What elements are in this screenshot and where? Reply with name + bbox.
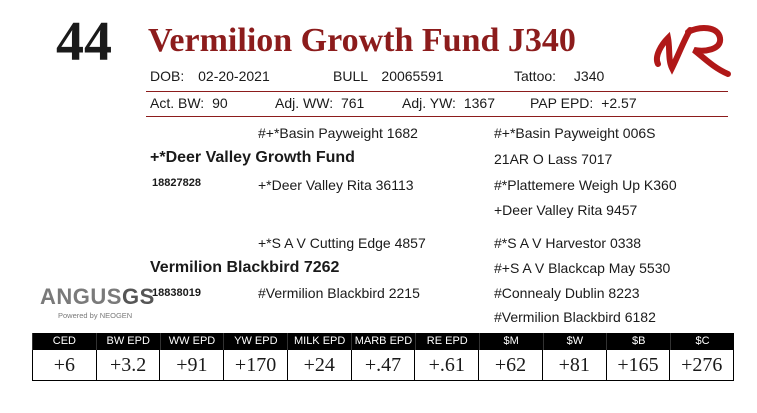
angus-wordmark: ANGUS — [40, 284, 122, 309]
epd-header-row — [32, 333, 734, 350]
divider — [146, 116, 728, 117]
dam-sire-dam: #+S A V Blackcap May 5530 — [494, 260, 671, 276]
epd-header: $W — [543, 333, 607, 350]
vermilion-vr-logo-icon — [648, 16, 734, 82]
tattoo-label: Tattoo: — [514, 68, 557, 84]
dob-field — [150, 69, 270, 83]
epd-header: MARB EPD — [351, 333, 415, 350]
epd-value: +3.2 — [96, 350, 160, 380]
yearling-weight-value: 1367 — [463, 95, 495, 111]
gs-wordmark: GS — [121, 284, 155, 309]
yearling-weight-label: Adj. YW: — [402, 95, 456, 111]
weaning-weight-value: 761 — [340, 95, 365, 111]
epd-value: +81 — [542, 350, 606, 380]
registration-number: 20065591 — [381, 68, 444, 84]
pap-epd-value: +2.57 — [601, 95, 637, 111]
epd-value: +.61 — [414, 350, 478, 380]
birth-weight-field — [150, 96, 228, 110]
weaning-weight-label: Adj. WW: — [275, 95, 334, 111]
sire-name: +*Deer Valley Growth Fund — [150, 149, 355, 166]
epd-value: +6 — [53, 354, 75, 376]
epd-header: BW EPD — [96, 333, 160, 350]
birth-weight-label: Act. BW: — [150, 95, 205, 111]
epd-header: YW EPD — [223, 333, 287, 350]
epd-header: MILK EPD — [287, 333, 351, 350]
dam-dam: #Vermilion Blackbird 2215 — [258, 285, 420, 301]
epd-header: RE EPD — [415, 333, 479, 350]
tattoo-value: J340 — [573, 68, 605, 84]
dob-label: DOB: — [150, 68, 185, 84]
epd-value: +170 — [223, 350, 287, 380]
epd-header: $M — [479, 333, 543, 350]
yearling-weight-field — [402, 96, 495, 110]
epd-table — [32, 333, 734, 381]
weaning-weight-field — [275, 96, 364, 110]
sire-sire-dam: 21AR O Lass 7017 — [494, 151, 613, 167]
epd-value: +91 — [159, 350, 223, 380]
angus-gs-logo — [40, 286, 155, 308]
dob-value: 02-20-2021 — [198, 68, 270, 84]
dam-sire: +*S A V Cutting Edge 4857 — [258, 235, 426, 251]
epd-value: +.47 — [351, 350, 415, 380]
sex-label: BULL — [333, 68, 368, 84]
sire-sire-sire: #+*Basin Payweight 006S — [494, 125, 656, 141]
dam-dam-sire: #Connealy Dublin 8223 — [494, 285, 640, 301]
pap-epd-field — [530, 96, 637, 110]
epd-value: +276 — [669, 350, 733, 380]
sire-dam-dam: +Deer Valley Rita 9457 — [494, 202, 638, 218]
pap-epd-label: PAP EPD: — [530, 95, 594, 111]
tattoo-field — [514, 69, 604, 83]
birth-weight-value: 90 — [212, 95, 228, 111]
epd-value: +62 — [478, 350, 542, 380]
dam-sire-sire: #*S A V Harvestor 0338 — [494, 235, 642, 251]
epd-header: CED — [32, 333, 96, 350]
sire-dam: +*Deer Valley Rita 36113 — [258, 177, 414, 193]
dam-dam-dam: #Vermilion Blackbird 6182 — [494, 309, 656, 325]
registration-field — [333, 69, 444, 83]
epd-header: $C — [670, 333, 734, 350]
epd-header: WW EPD — [160, 333, 224, 350]
animal-name: Vermilion Growth Fund J340 — [148, 22, 576, 59]
dam-name: Vermilion Blackbird 7262 — [150, 259, 340, 276]
powered-by-text: Powered by NEOGEN — [58, 311, 133, 320]
epd-header: $B — [606, 333, 670, 350]
dam-registration: 18838019 — [152, 287, 201, 299]
sire-dam-sire: #*Plattemere Weigh Up K360 — [494, 177, 677, 193]
sire-registration: 18827828 — [152, 177, 201, 189]
sire-sire: #+*Basin Payweight 1682 — [258, 125, 418, 141]
divider — [146, 91, 728, 92]
epd-value-row — [32, 350, 734, 381]
epd-value: +165 — [606, 350, 670, 380]
epd-value: +24 — [287, 350, 351, 380]
lot-number: 44 — [56, 11, 112, 73]
